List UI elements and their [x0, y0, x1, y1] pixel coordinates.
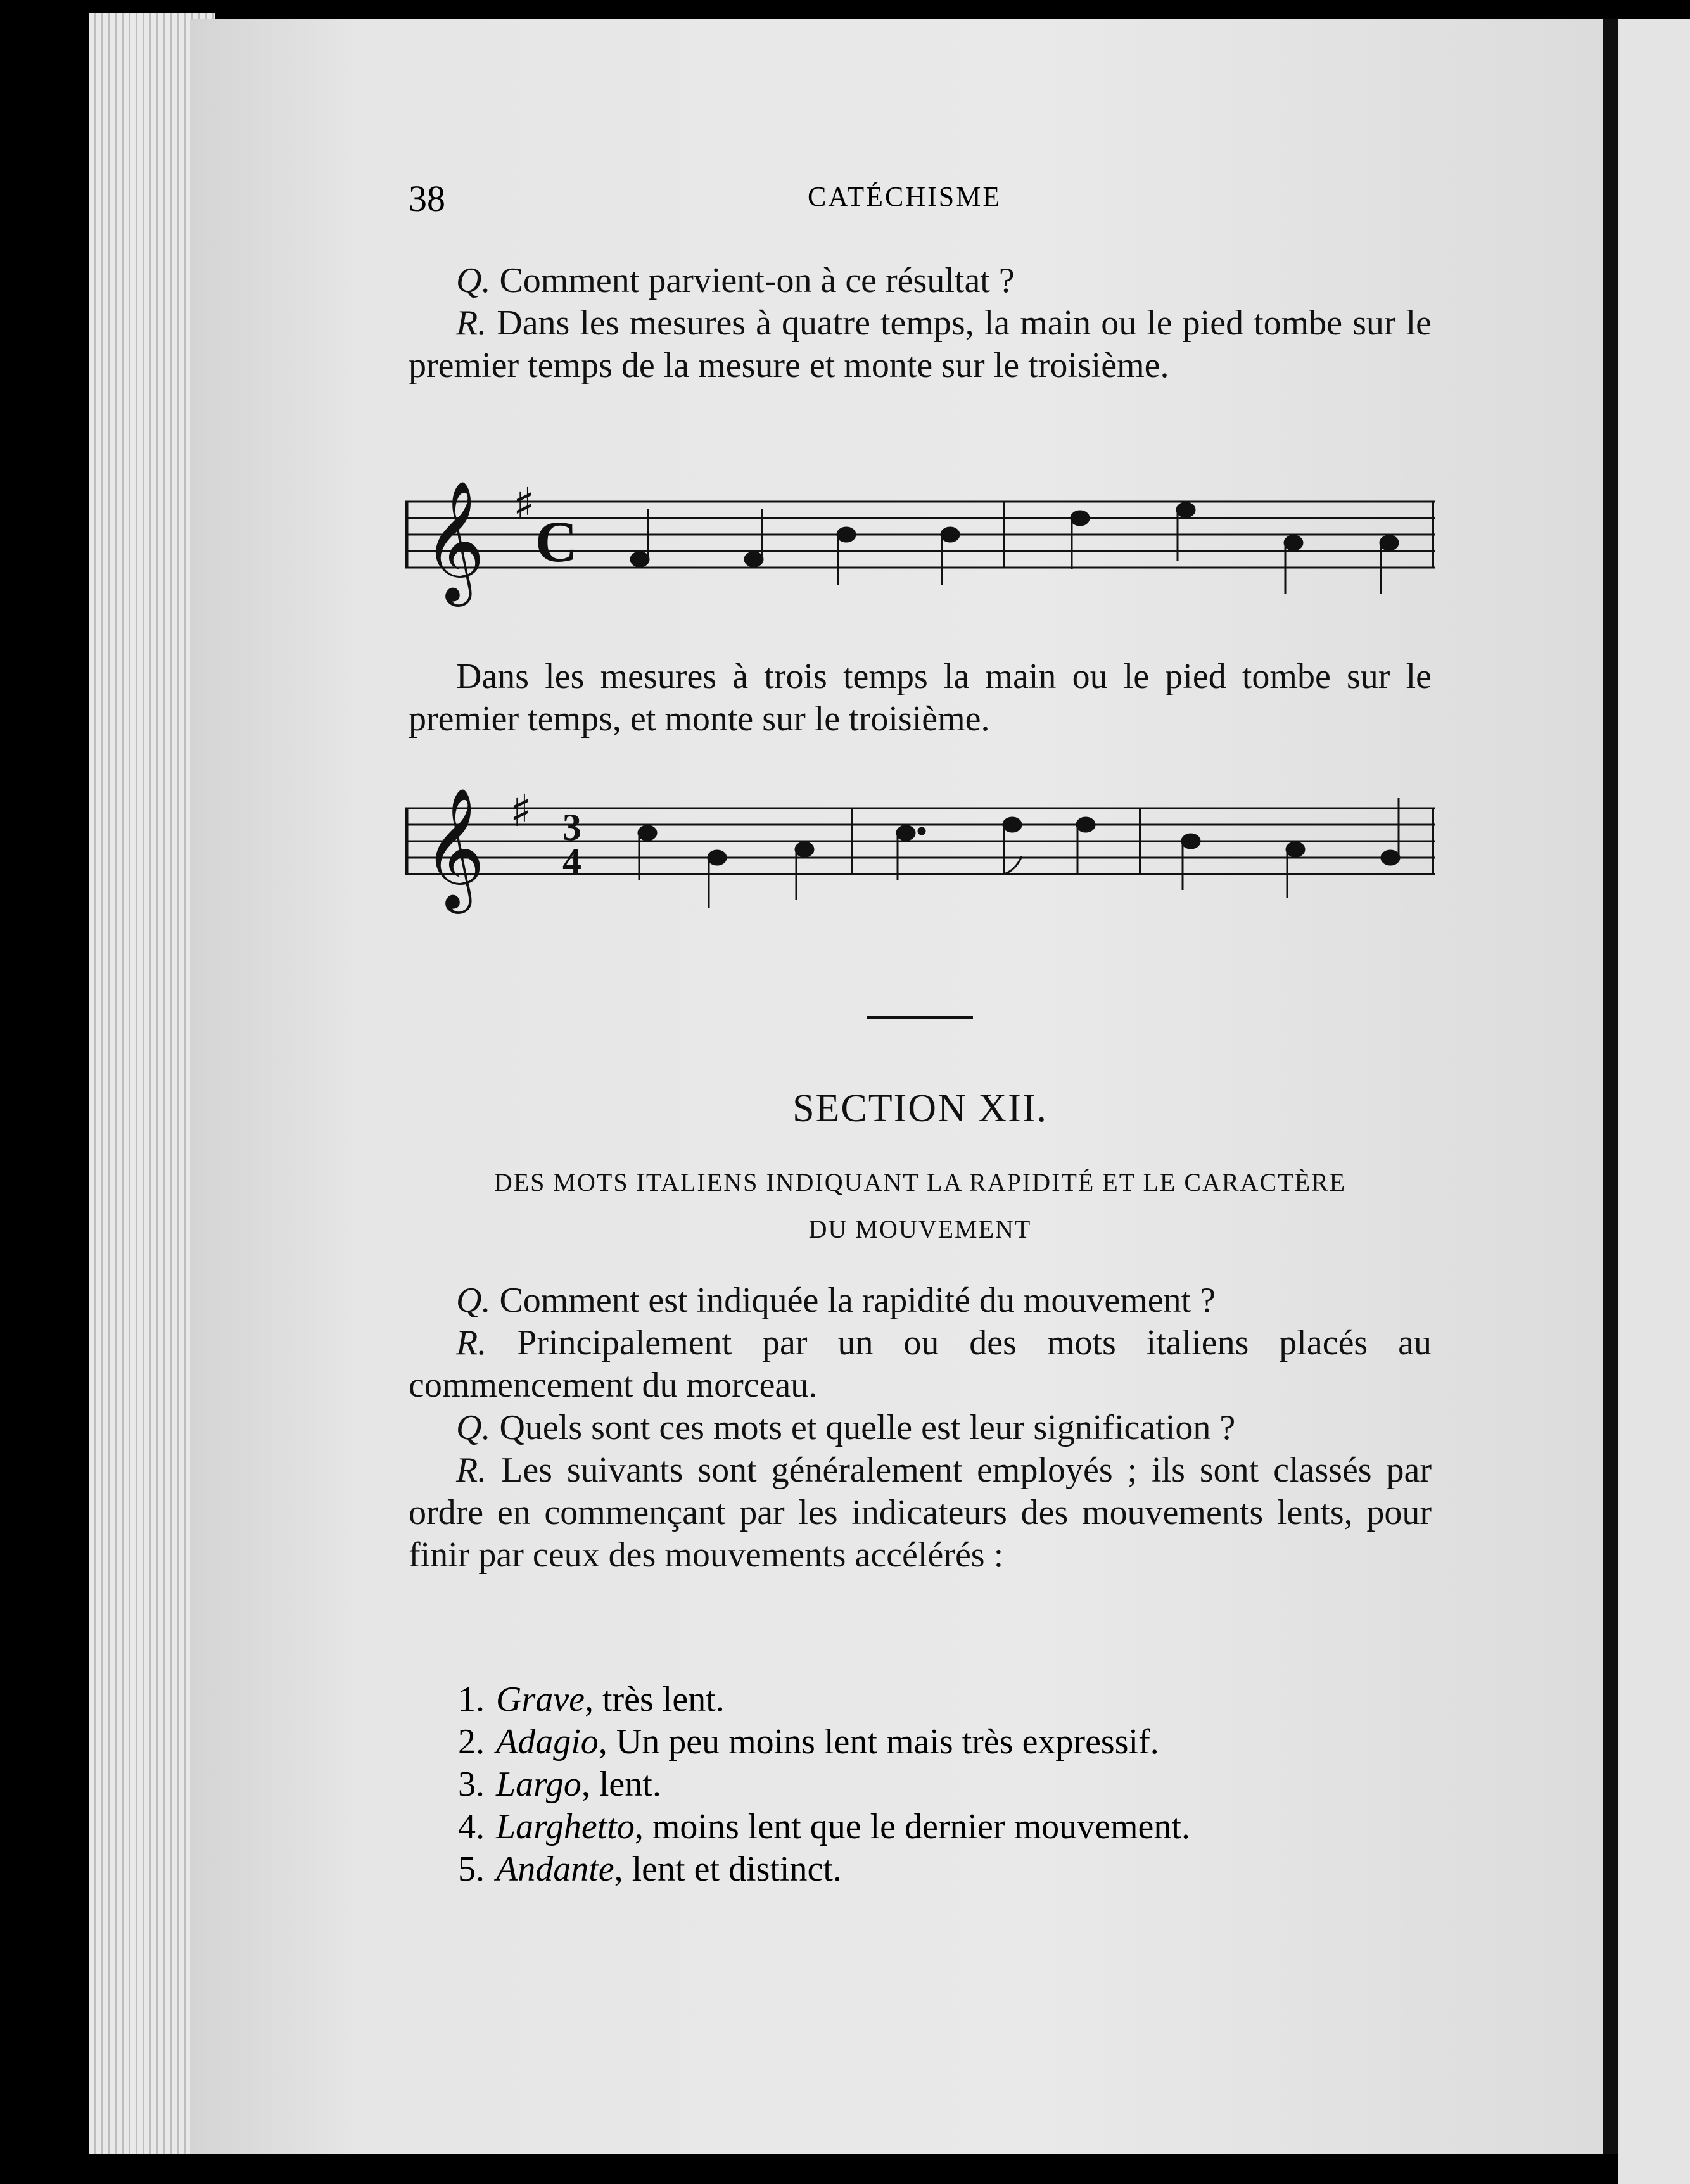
qa-text: Comment est indiquée la rapidité du mouvement ?: [490, 1281, 1216, 1320]
term-name: Largo: [496, 1765, 581, 1804]
qa-item: [409, 1449, 1432, 1577]
q-text: Comment parvient-on à ce résultat ?: [490, 261, 1015, 300]
three-time-paragraph: Dans les mesures à trois temps la main ou le pied tombe sur le premier temps, et monte sur le troisième.: [409, 657, 1432, 739]
time-signature-bottom: 4: [562, 841, 581, 882]
measure-3-notes: [1182, 798, 1399, 898]
list-item: [409, 1763, 1432, 1806]
page-header: [409, 177, 1432, 228]
measure-2-notes: [897, 818, 1095, 880]
r-text: Dans les mesures à quatre temps, la main ou le pied tombe sur le premier temps de la mesure et monte sur le troisième.: [409, 303, 1432, 385]
treble-clef-icon: 𝄞: [423, 481, 485, 601]
term-number: 2.: [458, 1722, 485, 1762]
term-name: Andante: [496, 1850, 614, 1889]
qa-label: Q.: [456, 1281, 491, 1320]
list-item: [409, 1806, 1432, 1848]
q-label: Q.: [456, 261, 491, 300]
middle-text: [409, 656, 1432, 740]
treble-clef-icon: 𝄞: [423, 787, 485, 908]
common-time-icon: C: [535, 509, 578, 574]
qa-text: Quels sont ces mots et quelle est leur signification ?: [490, 1408, 1236, 1447]
term-description: , lent et distinct.: [614, 1850, 842, 1889]
term-number: 1.: [458, 1680, 485, 1719]
music-example-four-four: [405, 481, 1435, 659]
term-description: , très lent.: [584, 1680, 725, 1719]
term-name: Grave: [496, 1680, 585, 1719]
page-number: 38: [409, 178, 445, 219]
term-number: 3.: [458, 1765, 485, 1804]
term-number: 4.: [458, 1807, 485, 1846]
qa-item: [409, 1322, 1432, 1407]
sharp-icon: ♯: [513, 481, 535, 530]
qa-item: [409, 1407, 1432, 1449]
section-subtitle-line2: DU MOUVEMENT: [808, 1215, 1032, 1243]
term-description: , Un peu moins lent mais très expressif.: [598, 1722, 1159, 1762]
term-number: 5.: [458, 1850, 485, 1889]
qa-label: R.: [456, 1323, 487, 1362]
question-paragraph: [409, 260, 1432, 302]
measure-1-notes: [639, 826, 813, 908]
measure-2-notes: [1071, 503, 1398, 594]
measure-1-notes: [631, 509, 959, 585]
top-text: [409, 260, 1432, 387]
music-example-three-four: [405, 785, 1435, 944]
section-subtitle: [409, 1159, 1432, 1253]
list-item: [409, 1679, 1432, 1721]
section-title: SECTION XII.: [792, 1087, 1048, 1130]
sharp-icon: ♯: [510, 785, 531, 837]
running-title: CATÉCHISME: [808, 181, 1002, 212]
qa-block: [409, 1279, 1432, 1577]
tempo-terms-list: [409, 1679, 1432, 1891]
qa-label: R.: [456, 1451, 487, 1490]
qa-item: [409, 1279, 1432, 1322]
qa-text: Principalement par un ou des mots italiens placés au commencement du morceau.: [409, 1323, 1432, 1405]
list-item: [409, 1721, 1432, 1763]
term-description: , lent.: [581, 1765, 661, 1804]
time-signature-top: 3: [562, 806, 581, 848]
facing-page: [1618, 19, 1690, 2184]
term-description: , moins lent que le dernier mouvement.: [634, 1807, 1190, 1846]
term-name: Adagio: [496, 1722, 599, 1762]
term-name: Larghetto: [496, 1807, 635, 1846]
staff-lines: [405, 808, 1435, 874]
qa-text: Les suivants sont généralement employés ; ils sont classés par ordre en commençant par les indicateurs des mouvements lents, pour finir par ceux des mouvements accélérés :: [409, 1451, 1432, 1575]
list-item: [409, 1848, 1432, 1891]
r-label: R.: [456, 303, 487, 343]
section-subtitle-line1: DES MOTS ITALIENS INDIQUANT LA RAPIDITÉ ET LE CARACTÈRE: [493, 1168, 1347, 1197]
section-divider: [867, 1016, 973, 1019]
book-gutter: [1603, 19, 1618, 2154]
answer-paragraph: [409, 302, 1432, 387]
qa-label: Q.: [456, 1408, 491, 1447]
